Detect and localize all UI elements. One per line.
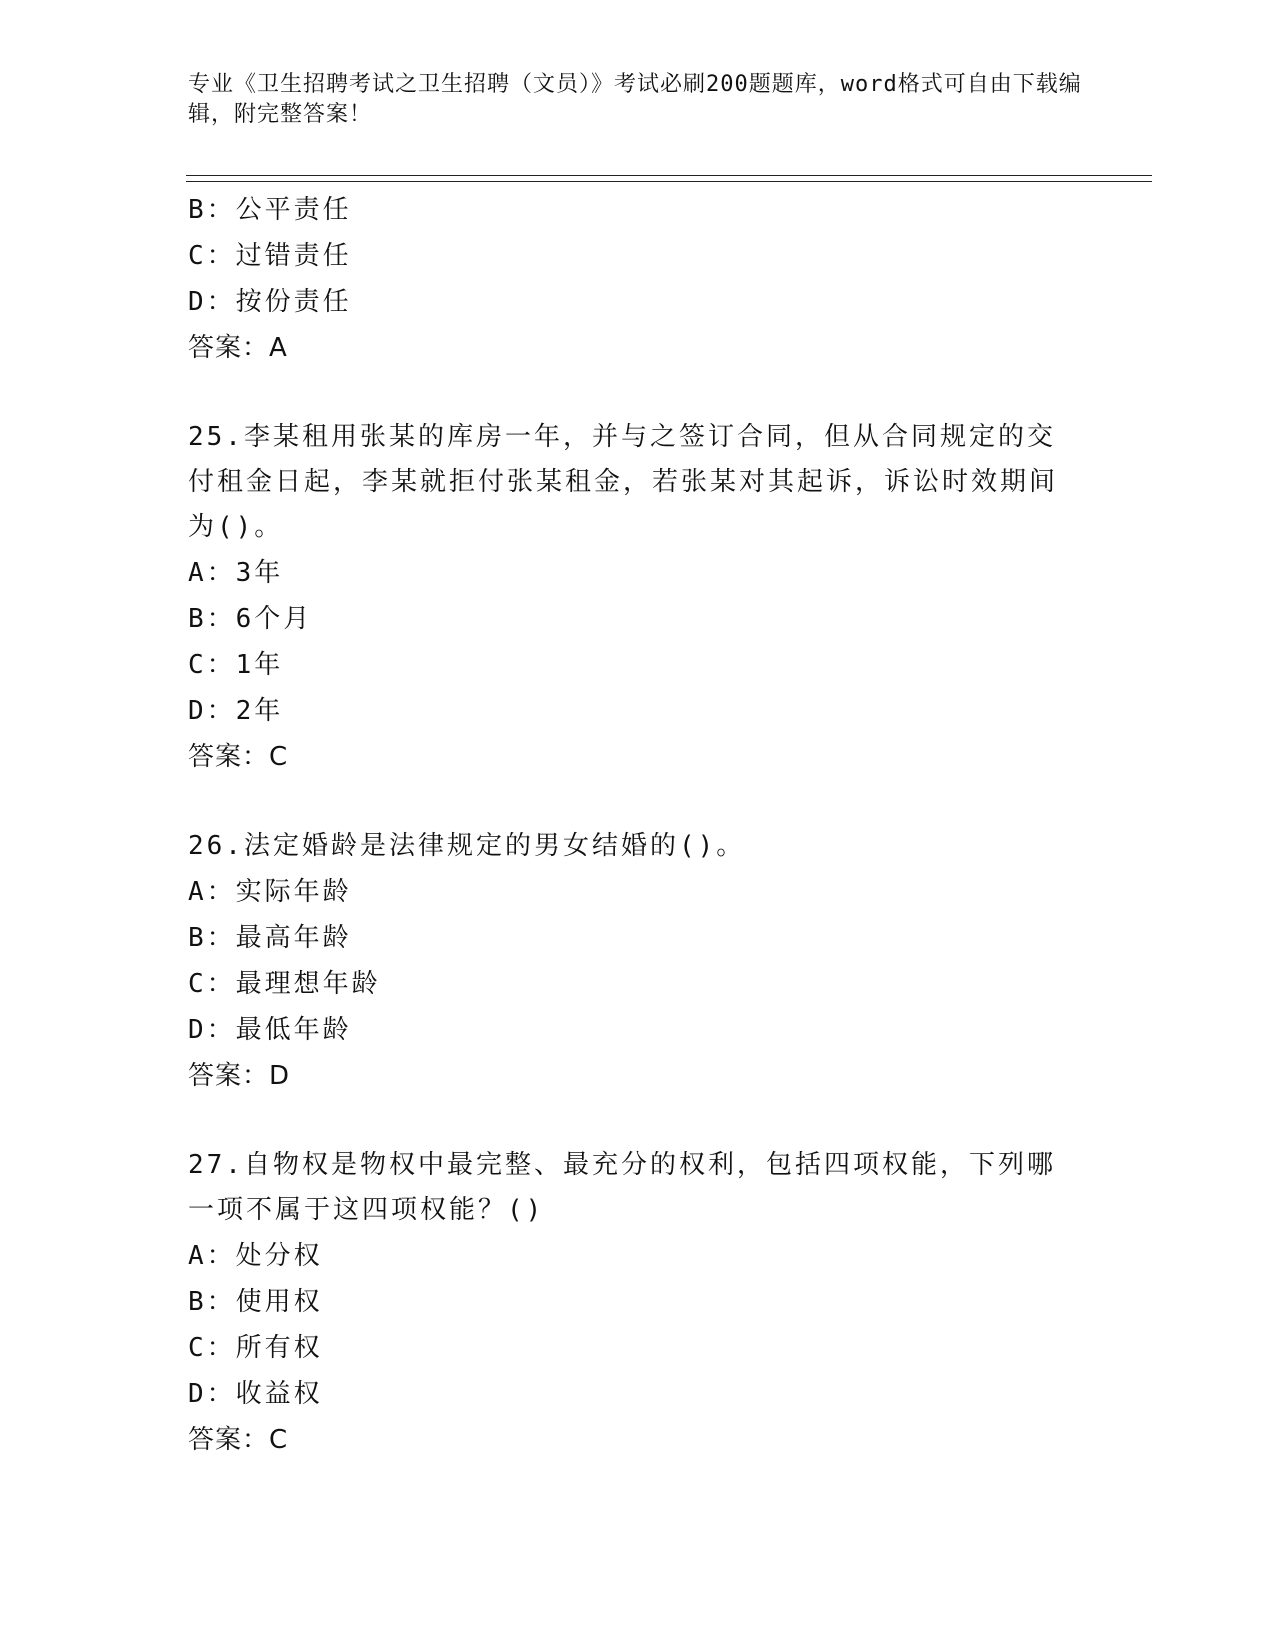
question-text: 26.法定婚龄是法律规定的男女结婚的()。 (188, 831, 746, 861)
header-divider-top (186, 175, 1152, 176)
header-divider-bottom (186, 181, 1152, 182)
option-c: C：过错责任 (188, 241, 352, 271)
answer-line: 答案：C (188, 742, 289, 772)
question-27 (188, 1143, 1088, 1463)
option-d: D：按份责任 (188, 287, 352, 317)
answer-line: 答案：A (188, 333, 288, 363)
option-b: B：最高年龄 (188, 923, 352, 953)
option-c: C：1年 (188, 650, 284, 680)
option-c: C：所有权 (188, 1333, 323, 1363)
option-d: D：收益权 (188, 1379, 323, 1409)
option-d: D：2年 (188, 696, 284, 726)
answer-line: 答案：C (188, 1425, 289, 1455)
document-header: 专业《卫生招聘考试之卫生招聘（文员）》考试必刷200题题库，word格式可自由下载编辑，附完整答案！ (188, 72, 1082, 127)
option-b: B：公平责任 (188, 195, 352, 225)
option-a: A：实际年龄 (188, 877, 352, 907)
option-d: D：最低年龄 (188, 1015, 352, 1045)
option-b: B：6个月 (188, 604, 313, 634)
question-text: 25.李某租用张某的库房一年，并与之签订合同，但从合同规定的交付租金日起，李某就拒付张某租金，若张某对其起诉，诉讼时效期间为()。 (188, 422, 1059, 542)
option-b: B：使用权 (188, 1287, 323, 1317)
question-text: 27.自物权是物权中最完整、最充分的权利，包括四项权能，下列哪一项不属于这四项权能？() (188, 1150, 1056, 1225)
question-26 (188, 824, 1088, 1099)
partial-question (188, 187, 1088, 371)
option-a: A：处分权 (188, 1241, 323, 1271)
question-content (188, 187, 1088, 1463)
option-c: C：最理想年龄 (188, 969, 381, 999)
option-a: A：3年 (188, 558, 284, 588)
question-25 (188, 415, 1088, 780)
answer-line: 答案：D (188, 1061, 291, 1091)
